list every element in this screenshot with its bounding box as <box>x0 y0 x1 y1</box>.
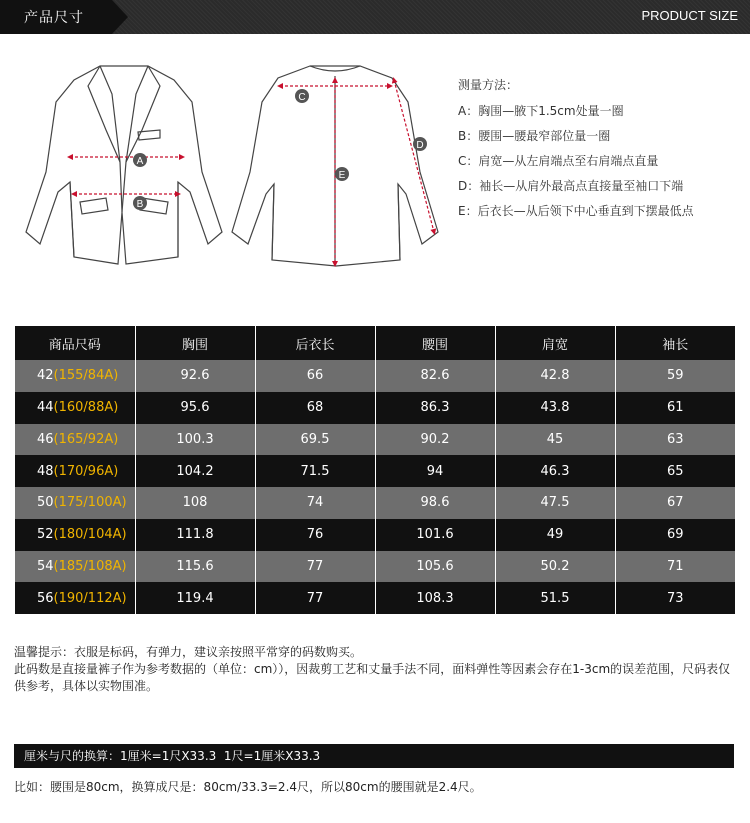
jacket-measurement-figure <box>18 52 448 282</box>
back-length-cell: 68 <box>255 392 375 424</box>
chest-cell: 108 <box>135 487 255 519</box>
col-header-shoulder: 肩宽 <box>495 326 615 360</box>
conversion-bar <box>14 744 734 768</box>
notes-tip: 温馨提示：衣服是标码，有弹力，建议亲按照平常穿的码数购买。 <box>14 645 363 659</box>
size-number: 52 <box>37 527 54 543</box>
size-number: 46 <box>37 431 54 447</box>
sleeve-cell: 63 <box>666 431 684 447</box>
shoulder-cell: 51.5 <box>495 582 615 614</box>
waist-cell: 94 <box>375 455 495 487</box>
table-row <box>15 519 735 551</box>
size-number: 56 <box>37 590 54 606</box>
size-spec: (185/108A) <box>53 558 127 574</box>
chest-cell: 95.6 <box>135 392 255 424</box>
shoulder-cell: 42.8 <box>495 360 615 392</box>
waist-cell: 108.3 <box>375 582 495 614</box>
size-spec: (155/84A) <box>53 368 119 384</box>
marker-c: C <box>298 92 306 103</box>
size-spec: (165/92A) <box>53 431 119 447</box>
size-spec: (180/104A) <box>53 527 127 543</box>
back-length-cell: 74 <box>255 487 375 519</box>
waist-cell: 90.2 <box>375 424 495 456</box>
size-number: 42 <box>37 368 54 384</box>
size-cell <box>15 519 135 551</box>
chest-cell: 104.2 <box>135 455 255 487</box>
method-line-d: D：袖长—从肩外最高点直接量至袖口下端 <box>458 179 684 193</box>
conversion-example: 比如：腰围是80cm，换算成尺是：80cm/33.3=2.4尺，所以80cm的腰围就是2.4尺。 <box>14 780 482 794</box>
back-length-cell: 77 <box>255 582 375 614</box>
back-length-cell: 77 <box>255 551 375 583</box>
table-row <box>15 551 735 583</box>
table-row <box>15 582 735 614</box>
chest-cell: 92.6 <box>135 360 255 392</box>
waist-cell: 101.6 <box>375 519 495 551</box>
size-cell <box>15 455 135 487</box>
chest-cell: 111.8 <box>135 519 255 551</box>
size-spec: (170/96A) <box>53 463 119 479</box>
waist-cell: 105.6 <box>375 551 495 583</box>
size-number: 50 <box>37 495 54 511</box>
size-spec: (190/112A) <box>53 590 127 606</box>
sleeve-cell: 59 <box>666 368 684 384</box>
method-line-e: E：后衣长—从后领下中心垂直到下摆最低点 <box>458 204 694 218</box>
sleeve-cell: 65 <box>666 463 684 479</box>
waist-cell: 82.6 <box>375 360 495 392</box>
table-row <box>15 455 735 487</box>
sleeve-cell: 71 <box>666 558 684 574</box>
col-header-size: 商品尺码 <box>15 326 135 360</box>
size-cell <box>15 424 135 456</box>
chest-cell: 100.3 <box>135 424 255 456</box>
back-length-cell: 71.5 <box>255 455 375 487</box>
size-cell <box>15 360 135 392</box>
jacket-front-drawing <box>26 66 222 264</box>
measurement-method <box>458 76 694 224</box>
shoulder-cell: 49 <box>495 519 615 551</box>
size-number: 54 <box>37 558 54 574</box>
sleeve-cell: 67 <box>666 495 684 511</box>
back-length-cell: 69.5 <box>255 424 375 456</box>
shoulder-cell: 43.8 <box>495 392 615 424</box>
notes-section <box>14 644 738 695</box>
notes-disclaimer: 此码数是直接量裤子作为参考数据的（单位：cm）），因裁剪工艺和丈量手法不同，面料弹性等因素会存在1-3cm的误差范围，尺码表仅供参考，具体以实物围准。 <box>14 662 731 693</box>
waist-cell: 98.6 <box>375 487 495 519</box>
shoulder-cell: 45 <box>495 424 615 456</box>
header-title-cn: 产品尺寸 <box>24 10 84 26</box>
shoulder-cell: 47.5 <box>495 487 615 519</box>
table-row <box>15 392 735 424</box>
col-header-sleeve: 袖长 <box>662 337 689 353</box>
size-spec: (175/100A) <box>53 495 127 511</box>
chest-cell: 115.6 <box>135 551 255 583</box>
conversion-text: 厘米与尺的换算：1厘米=1尺X33.3 1尺=1厘米X33.3 <box>24 749 321 763</box>
col-header-waist: 腰围 <box>375 326 495 360</box>
method-line-a: A：胸围—腋下1.5cm处量一圈 <box>458 104 624 118</box>
waist-cell: 86.3 <box>375 392 495 424</box>
chest-cell: 119.4 <box>135 582 255 614</box>
sleeve-cell: 69 <box>666 527 684 543</box>
sleeve-cell: 73 <box>666 590 684 606</box>
sleeve-cell: 61 <box>666 400 684 416</box>
marker-a: A <box>136 156 144 167</box>
shoulder-cell: 50.2 <box>495 551 615 583</box>
shoulder-cell: 46.3 <box>495 455 615 487</box>
table-row <box>15 424 735 456</box>
size-number: 44 <box>37 400 54 416</box>
marker-b: B <box>136 199 144 210</box>
table-row <box>15 360 735 392</box>
method-line-b: B：腰围—腰最窄部位量一圈 <box>458 129 611 143</box>
size-table <box>15 326 735 614</box>
back-length-cell: 66 <box>255 360 375 392</box>
col-header-chest: 胸围 <box>135 326 255 360</box>
header-title-en: PRODUCT SIZE <box>641 8 738 23</box>
marker-d: D <box>416 140 424 151</box>
header-bar <box>0 0 750 34</box>
method-title: 测量方法： <box>458 78 519 92</box>
table-header-row <box>15 326 735 360</box>
size-cell <box>15 551 135 583</box>
size-cell <box>15 582 135 614</box>
back-length-cell: 76 <box>255 519 375 551</box>
size-cell <box>15 487 135 519</box>
col-header-back-length: 后衣长 <box>255 326 375 360</box>
size-spec: (160/88A) <box>53 400 119 416</box>
size-cell <box>15 392 135 424</box>
method-line-c: C：肩宽—从左肩端点至右肩端点直量 <box>458 154 659 168</box>
marker-e: E <box>338 170 346 181</box>
size-number: 48 <box>37 463 54 479</box>
table-row <box>15 487 735 519</box>
